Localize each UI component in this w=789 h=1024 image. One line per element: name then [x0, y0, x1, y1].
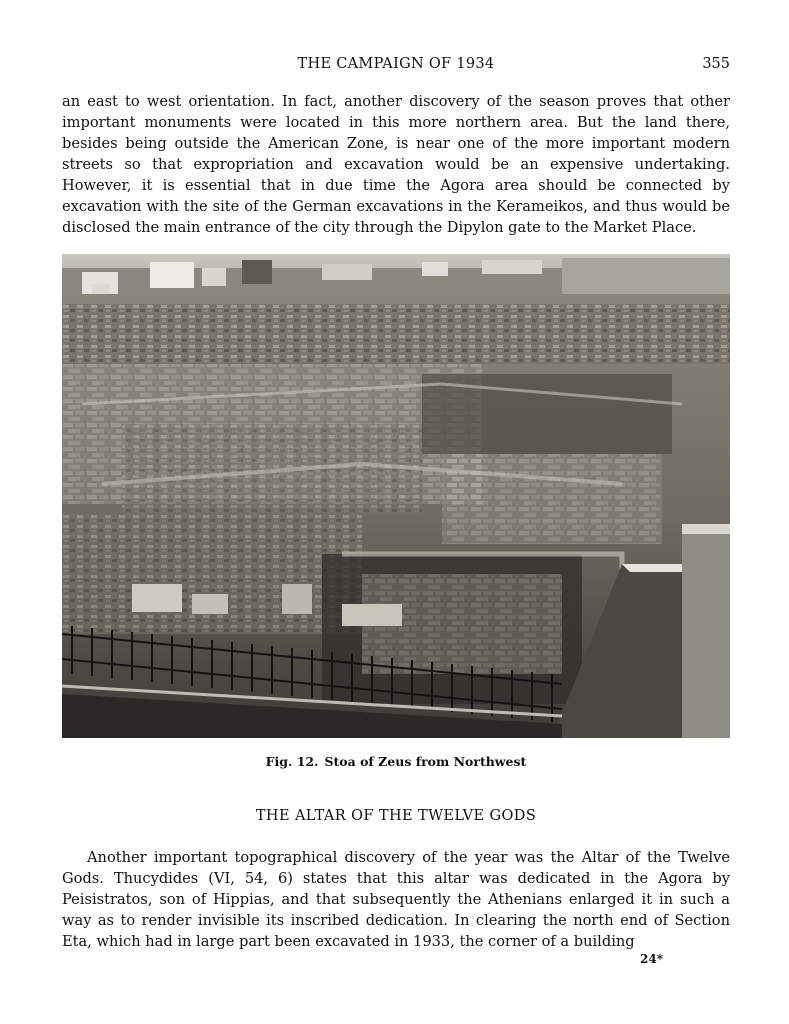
figure-caption-text: Stoa of Zeus from Northwest — [324, 754, 527, 769]
signature-mark: 24* — [640, 952, 663, 966]
photo-illustration — [62, 254, 730, 738]
body-paragraph-1: an east to west orientation. In fact, another discovery of the season proves that other important monuments were located in this more northern area. But the land there, besides being outside the American Zone, is near one of the more important modern streets so that expropriation and excavation would be an expensive undertaking. However, it is essential that in due time the Agora area should be connected by excavation with the site of the German excavations in the Kerameikos, and thus would be disclosed the main entrance of the city through the Dipylon gate to the Market Place. — [62, 93, 730, 236]
running-head — [62, 56, 730, 76]
page-number: 355 — [702, 56, 730, 72]
figure-caption — [62, 754, 730, 769]
body-paragraph-2: Another important topographical discovery of the year was the Altar of the Twelve Gods. Thucydides (VI, 54, 6) states that this altar was dedicated in the Agora by Peisistratos, son of Hippias, and that subsequently the Athenians enlarged it in such a way as to render invisible its inscribed dedication. In clearing the north end of Section Eta, which had in large part been excavated in 1933, the corner of a building — [62, 849, 730, 950]
running-title: THE CAMPAIGN OF 1934 — [297, 56, 495, 72]
excavation-photograph — [62, 254, 730, 738]
figure-number: Fig. 12. — [265, 754, 319, 769]
section-heading: THE ALTAR OF THE TWELVE GODS — [255, 808, 537, 824]
